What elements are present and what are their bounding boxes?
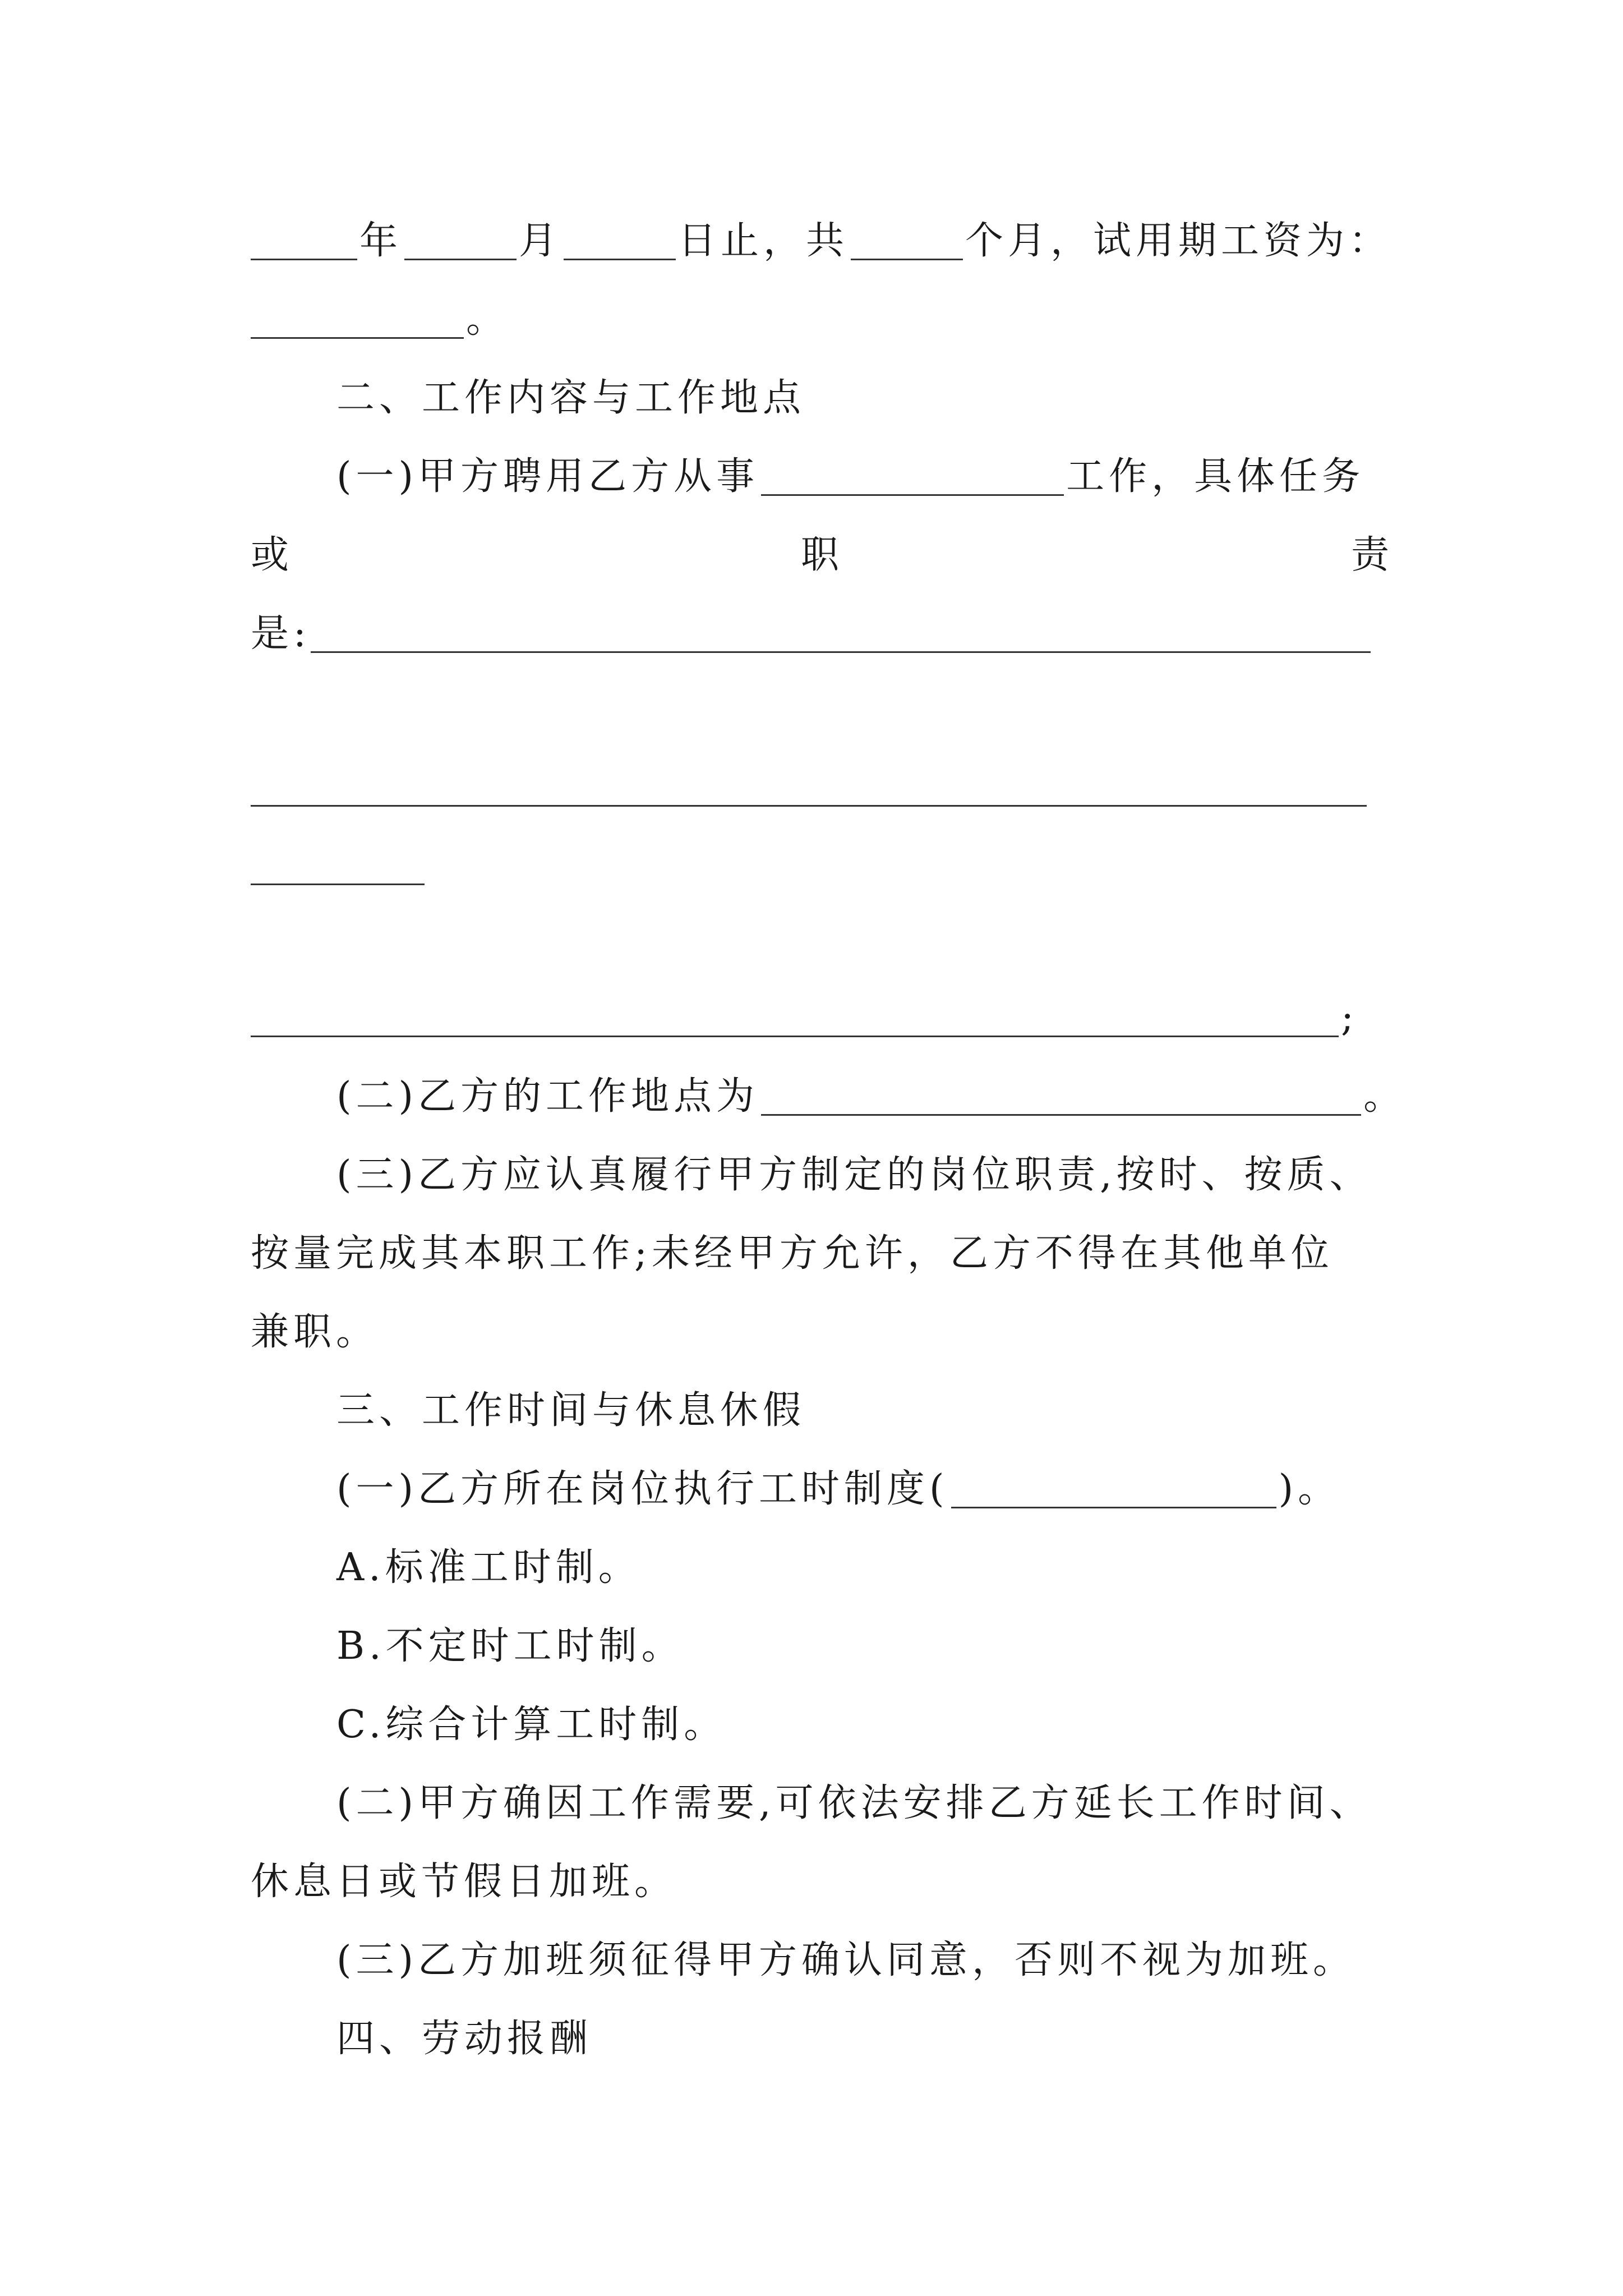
section-2-title: 二、工作内容与工作地点 [336,376,806,420]
item-2-3-line-3: 兼职。 [251,1310,379,1354]
day-blank[interactable] [564,224,676,260]
duty-char-2: 职 [800,533,839,577]
item-3-1-prefix: (一)乙方所在岗位执行工时制度( [336,1467,949,1511]
item-2-3-line-1: (三)乙方应认真履行甲方制定的岗位职责,按时、按质、 [336,1153,1372,1197]
year-label: 年 [359,219,403,263]
option-c: C.综合计算工时制。 [336,1703,727,1747]
duty-final-line [251,996,1358,1040]
duty-blank-2[interactable] [251,805,1367,807]
hours-system-blank[interactable] [951,1472,1276,1508]
item-3-2-line-1: (二)甲方确因工作需要,可依法安排乙方延长工作时间、 [336,1781,1372,1825]
item-3-1-line [336,1467,1341,1511]
duty-char-3: 责 [1350,533,1389,577]
section-3-title: 三、工作时间与休息休假 [336,1388,806,1433]
month-blank[interactable] [404,224,517,260]
duty-blank-4[interactable] [251,1001,1339,1037]
duty-blank-3[interactable] [251,884,425,885]
duty-label: 是: [251,611,311,656]
item-2-2-line [336,1074,1407,1119]
item-3-2-line-2: 休息日或节假日加班。 [251,1860,677,1904]
item-2-1-suffix: 工作，具体任务 [1066,454,1365,499]
item-3-3-line: (三)乙方加班须征得甲方确认同意，否则不视为加班。 [336,1938,1356,1982]
year-blank[interactable] [251,224,357,260]
item-3-1-suffix: )。 [1278,1467,1341,1511]
period-mark: 。 [466,297,509,342]
semicolon-mark: ; [1341,996,1358,1040]
item-2-2-prefix: (二)乙方的工作地点为 [336,1074,759,1119]
job-title-blank[interactable] [761,459,1064,496]
probation-wage-label: 个月，试用期工资为： [965,219,1392,263]
duty-char-1: 或 [251,533,289,577]
duty-label-line [251,611,1373,656]
item-2-2-suffix: 。 [1363,1074,1407,1119]
item-2-1-prefix: (一)甲方聘用乙方从事 [336,454,759,499]
item-2-1-line [336,454,1365,499]
months-count-blank[interactable] [851,224,963,260]
work-location-blank[interactable] [761,1079,1361,1116]
duty-blank-1[interactable] [311,616,1371,653]
day-until-label: 日止，共 [678,219,849,263]
option-b: B.不定时工时制。 [336,1624,684,1668]
section-4-title: 四、劳动报酬 [336,2017,593,2061]
option-a: A.标准工时制。 [336,1545,641,1590]
duty-spread-line [251,533,1389,577]
probation-wage-blank[interactable] [251,302,464,339]
probation-wage-line [251,297,509,342]
item-2-3-line-2: 按量完成其本职工作;未经甲方允许，乙方不得在其他单位 [251,1231,1334,1276]
probation-date-line [251,219,1392,263]
month-label: 月 [519,219,562,263]
